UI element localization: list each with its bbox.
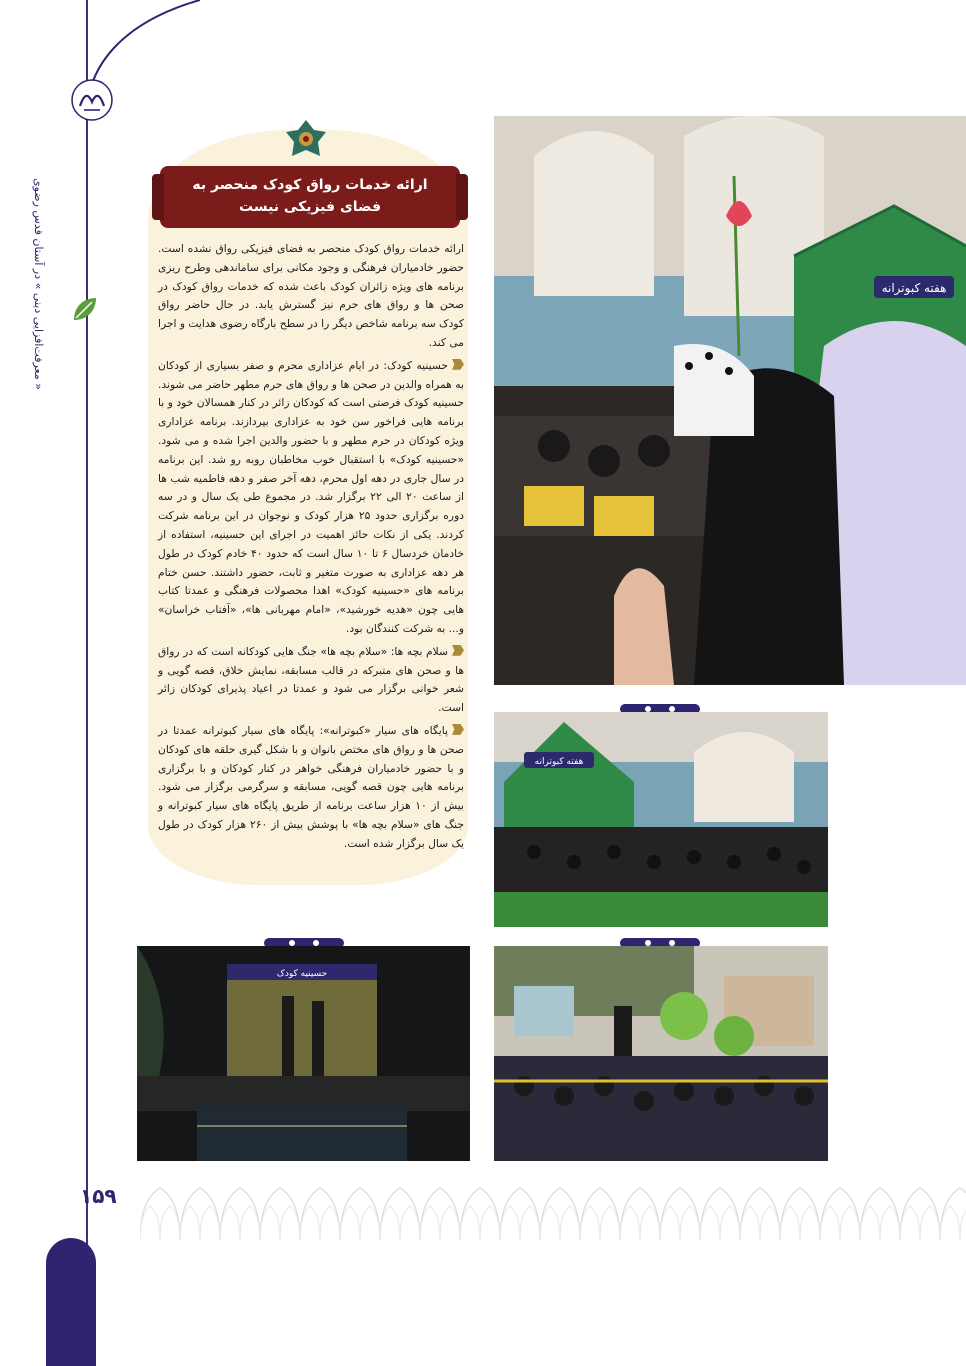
article-body bbox=[158, 240, 464, 858]
paragraph-husseiniyeh bbox=[158, 357, 464, 639]
photo-gathering-hall bbox=[494, 712, 828, 927]
logo-icon bbox=[70, 78, 114, 122]
paragraph-text: سلام بچه ها: «سلام بچه ها» جنگ هایی کودکانه است که در رواق ها و صحن های متبرکه در قالب مسابقه، نمایش خلاق، قصه گویی و شعر خوانی برگزار می شود و عمدتا در اعیاد پذیرای کودکان زائر است. bbox=[158, 644, 464, 715]
photo-night-stage bbox=[137, 946, 470, 1161]
bullet-icon bbox=[452, 359, 464, 370]
stage-sign: حسینیه کودک bbox=[276, 969, 328, 979]
paragraph-text: پایگاه های سیار «کبوترانه»: پایگاه های سیار کبوترانه عمدتا در صحن ها و رواق های مختص بانوان و با شکل گیری حلقه های کودکان و با حضور خادمیاران فرهنگی خواهر در کنار کودکان و با برگزاری برنامه هایی چون قصه گویی، مسابقه و سرگرمی برگزار می شود. بیش از ۱۰ هزار ساعت برنامه از طریق پایگاه های سیار کبوترانه و جنگ های «سلام بچه ها» با پوشش بیش از ۲۶۰ هزار کودک در طول یک سال برگزار شده است. bbox=[158, 723, 465, 850]
tent-sign: هفته کبوترانه bbox=[881, 281, 947, 295]
footer-pattern bbox=[140, 1180, 966, 1240]
paragraph-salam bbox=[158, 643, 464, 718]
photo-children-tent bbox=[494, 116, 966, 685]
bullet-icon bbox=[452, 724, 464, 735]
ornament-icon bbox=[284, 118, 328, 162]
page-tab bbox=[46, 1238, 96, 1366]
paragraph-text: حسینیه کودک: در ایام عزاداری محرم و صفر بسیاری از کودکان به همراه والدین در صحن ها و رواق های حرم مطهر حاضر می شوند. حسینیه کودک فرصتی است که کودکان زائر در کنار همسالان خود و با برنامه هایی فراخور سن خود به عزاداری بپردازند. برنامه عزاداری ویژه کودکان در حرم مطهر و با حضور والدین اجرا شده و می شود. «حسینیه کودک» با استقبال خوب مخاطبان روبه رو شد. این برنامه در سال جاری در دهه اول محرم، دهه آخر صفر و دهه فاطمیه شب ها از ساعت ۲۰ الی ۲۲ برگزار شد. در مجموع طی یک سال و در سه دوره برگزاری حدود ۲۵ هزار کودک و نوجوان در این برنامه شرکت کردند. یکی از نکات حائز اهمیت در اجرای این حسینیه، استفاده از خادمان خردسال ۶ تا ۱۰ سال است که حدود ۴۰ خادم کودک در طول هر دهه عزاداری به صورت متغیر و ثابت، حضور داشتند. حسن ختام برنامه های «حسینیه کودک» اهدا محصولات فرهنگی و عمدتا کتاب هایی چون «هدیه خورشید»، «امام مهربانی ها»، «آفتاب خراسان» و... به شرکت کنندگان بود. bbox=[158, 358, 464, 635]
paragraph-kabootaraneh bbox=[158, 722, 464, 854]
sidebar-rule bbox=[86, 0, 88, 1366]
page-number: ۱۵۹ bbox=[80, 1184, 117, 1208]
bullet-icon bbox=[452, 645, 464, 656]
tent-sign: هفته کبوترانه bbox=[534, 757, 584, 767]
paragraph-intro: ارائه خدمات رواق کودک منحصر به فضای فیزیکی رواق نشده است. حضور خادمیاران فرهنگی و وجود مکانی برای ساماندهی وطرح ریزی برنامه های ویژه زائران کودک باعث شده که خدمات رواق کودک در صحن ها و رواق های حرم نیز گسترش یابد. در حال حاضر رواق کودک سه برنامه شاخص دیگر را در سطح بارگاه رضوی هدایت و اجرا می کند. bbox=[158, 242, 464, 349]
photo-storytelling bbox=[494, 946, 828, 1161]
leaf-icon bbox=[70, 294, 100, 324]
article-title: ارائه خدمات رواق کودک منحصر به فضای فیزیکی نیست bbox=[160, 166, 460, 228]
side-title: « معرفت‌افزایی دینی » در آستان قدس رضوی bbox=[32, 177, 45, 390]
